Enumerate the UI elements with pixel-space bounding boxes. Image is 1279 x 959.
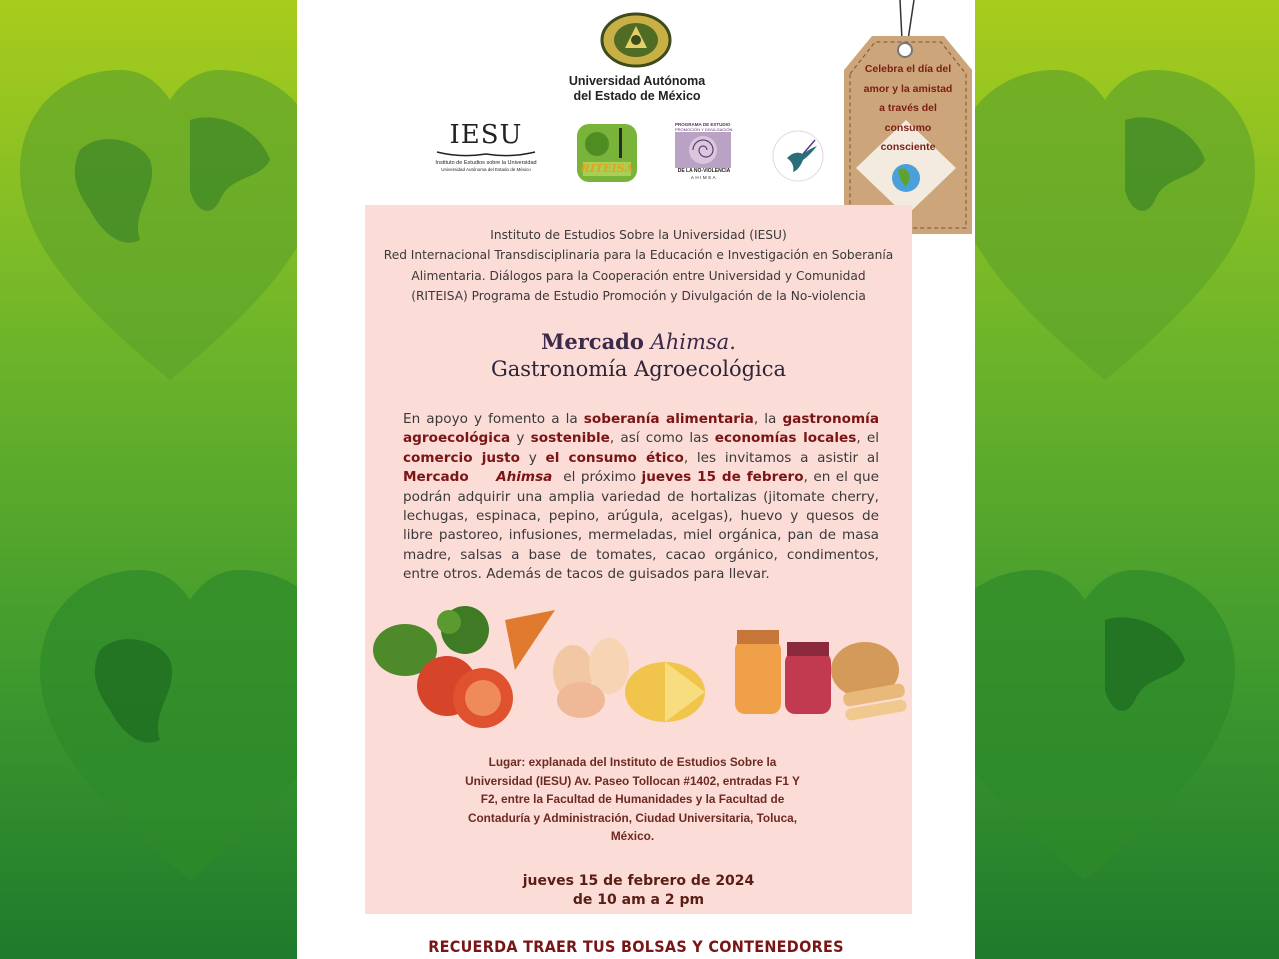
hummingbird-icon bbox=[771, 128, 825, 184]
ahimsa-logo-bottom2: AHIMSA bbox=[690, 175, 718, 180]
iesu-logo-text: IESU bbox=[449, 120, 523, 150]
desc-text: , el bbox=[856, 430, 880, 447]
ahimsa-logo-top1: PROGRAMA DE ESTUDIO bbox=[675, 122, 731, 127]
desc-text: , les invitamos a asistir al bbox=[683, 449, 879, 466]
organizer-line2: Red Internacional Transdisciplinaria para la Educación e Investigación en Soberanía bbox=[383, 248, 894, 263]
right-background bbox=[975, 0, 1279, 959]
ahimsa-logo-top2: PROMOCIÓN Y DIVULGACIÓN bbox=[675, 127, 733, 132]
tag-line4: consumo bbox=[884, 121, 932, 134]
desc-text: , en el que podrán adquirir una amplia variedad de hortalizas (jitomate cherry, lechugas, espinaca, pepino, arúgula, acelgas), huevo y quesos de libre pastoreo, infusiones, mermeladas, miel orgánica, pan de masa madre, salsas a base de tomates, cacao orgánico, condimentos, entre otros. Además de tacos de guisados para llevar. bbox=[403, 469, 880, 583]
tag-message bbox=[859, 60, 957, 158]
left-background bbox=[0, 0, 297, 959]
venue-line3: F2, entre la Facultad de Humanidades y la Facultad de bbox=[480, 792, 785, 806]
heart-globe-icon bbox=[20, 60, 297, 390]
hummingbird-logo bbox=[771, 128, 825, 184]
content-panel bbox=[365, 205, 912, 914]
book-icon bbox=[435, 150, 537, 160]
heart-globe-icon bbox=[975, 60, 1255, 390]
nautilus-shell-icon bbox=[675, 132, 731, 168]
university-name-line2: del Estado de México bbox=[573, 89, 701, 103]
tag-line1: Celebra el día del bbox=[864, 63, 952, 75]
desc-highlight: Ahimsa bbox=[496, 469, 553, 486]
desc-highlight: soberanía alimentaria bbox=[583, 411, 754, 427]
university-name-line1: Universidad Autónoma bbox=[568, 74, 706, 88]
cheese-icon bbox=[625, 662, 705, 722]
venue-line1: Lugar: explanada del Instituto de Estudios Sobre la bbox=[488, 755, 777, 769]
heart-globe-icon bbox=[40, 560, 297, 890]
desc-highlight: el consumo ético bbox=[545, 449, 684, 466]
desc-highlight: jueves 15 de febrero bbox=[641, 469, 804, 486]
desc-text: y bbox=[519, 449, 546, 466]
jam-jars-icon bbox=[735, 630, 831, 714]
desc-highlight: economías locales bbox=[714, 430, 857, 447]
tag-line5: consciente bbox=[880, 141, 936, 153]
ahimsa-logo-bottom1: DE LA NO-VIOLENCIA bbox=[677, 168, 731, 174]
riteisa-logo-text: RITEISA bbox=[580, 162, 634, 175]
desc-text: , así como las bbox=[609, 430, 715, 447]
venue-line4: Contaduría y Administración, Ciudad Universitaria, Toluca, bbox=[467, 810, 798, 825]
ahimsa-program-logo bbox=[675, 122, 733, 188]
organizer-line4: (RITEISA) Programa de Estudio Promoción y Divulgación de la No-violencia bbox=[411, 288, 866, 303]
organizer-header bbox=[365, 225, 912, 306]
iesu-logo-caption: Instituto de Estudios sobre la Universidad bbox=[435, 160, 537, 166]
organizer-line1: Instituto de Estudios Sobre la Universidad (IESU) bbox=[490, 228, 787, 242]
event-title bbox=[365, 329, 912, 354]
desc-highlight: gastronomía agroecológica bbox=[403, 411, 879, 447]
tag-line2: amor y la amistad bbox=[863, 82, 953, 95]
event-subtitle: Gastronomía Agroecológica bbox=[490, 357, 787, 381]
bread-icon bbox=[831, 642, 908, 721]
heart-globe-icon bbox=[975, 560, 1235, 890]
title-market: Mercado bbox=[541, 329, 644, 354]
desc-highlight: comercio justo bbox=[403, 449, 520, 466]
eggs-icon bbox=[553, 638, 629, 718]
desc-text: el próximo bbox=[557, 469, 642, 486]
desc-highlight: Mercado bbox=[403, 469, 469, 486]
university-name bbox=[537, 74, 737, 104]
event-time: de 10 am a 2 pm bbox=[572, 891, 705, 908]
venue-info bbox=[435, 753, 830, 846]
desc-text: y bbox=[510, 430, 531, 447]
organizer-line3: Alimentaria. Diálogos para la Cooperación entre Universidad y Comunidad bbox=[411, 268, 866, 283]
title-ahimsa: Ahimsa bbox=[650, 330, 730, 354]
event-poster bbox=[297, 0, 975, 959]
riteisa-logo bbox=[575, 122, 639, 184]
university-crest-icon bbox=[597, 10, 675, 70]
event-date: jueves 15 de febrero de 2024 bbox=[522, 873, 755, 889]
desc-highlight: sostenible bbox=[530, 430, 610, 447]
food-illustration bbox=[365, 600, 912, 730]
bring-bags-reminder: RECUERDA TRAER TUS BOLSAS Y CONTENEDORES bbox=[428, 937, 844, 956]
desc-text: , la bbox=[753, 411, 783, 427]
iesu-logo-caption2: Universidad Autónoma del Estado de México bbox=[441, 167, 531, 172]
event-schedule bbox=[365, 872, 912, 909]
title-dot: . bbox=[729, 330, 736, 354]
tag-line3: a través del bbox=[879, 102, 937, 114]
venue-line5: México. bbox=[610, 829, 655, 843]
event-description bbox=[403, 410, 879, 585]
iesu-logo bbox=[435, 120, 537, 184]
desc-text: En apoyo y fomento a la bbox=[403, 411, 584, 427]
venue-line2: Universidad (IESU) Av. Paseo Tollocan #1402, entradas F1 Y bbox=[465, 773, 800, 788]
vegetables-icon bbox=[373, 606, 555, 728]
